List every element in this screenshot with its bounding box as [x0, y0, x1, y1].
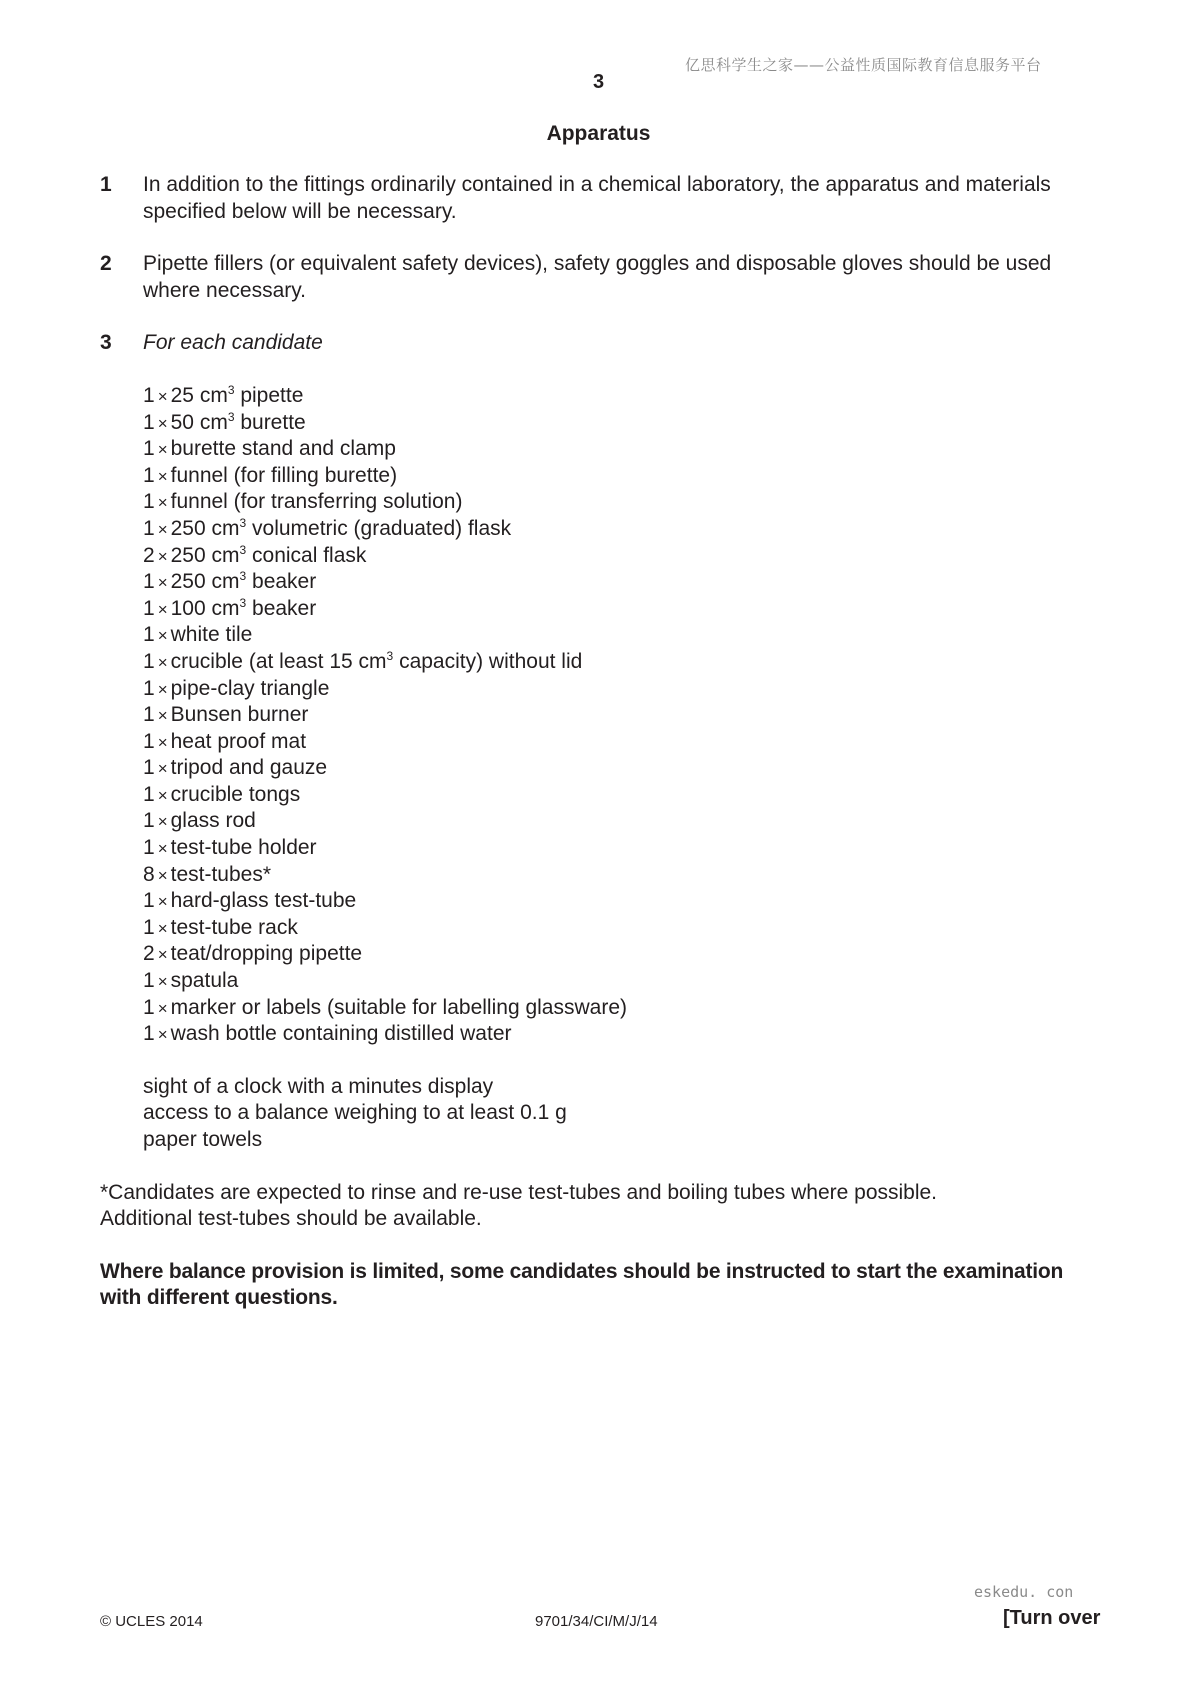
equipment-item — [143, 489, 1100, 516]
equipment-item — [143, 702, 1100, 729]
times-symbol: × — [157, 998, 168, 1018]
equipment-desc: 250 cm — [170, 516, 240, 540]
watermark-top: 亿思科学生之家——公益性质国际教育信息服务平台 — [685, 56, 1042, 74]
equipment-desc-tail: volumetric (graduated) flask — [246, 516, 512, 540]
superscript: 3 — [239, 595, 247, 610]
equipment-item — [143, 516, 1100, 543]
footnote-line: *Candidates are expected to rinse and re-use test-tubes and boiling tubes where possible. — [100, 1180, 938, 1204]
equipment-qty: 1 — [143, 596, 155, 620]
equipment-qty: 1 — [143, 782, 155, 806]
instruction-item — [100, 172, 1100, 225]
times-symbol: × — [157, 573, 168, 593]
equipment-desc: spatula — [170, 969, 239, 993]
paper-code: 9701/34/CI/M/J/14 — [535, 1613, 658, 1630]
equipment-desc: tripod and gauze — [170, 756, 328, 780]
equipment-desc: 50 cm — [170, 410, 228, 434]
equipment-desc: wash bottle containing distilled water — [170, 1022, 512, 1046]
equipment-qty: 1 — [143, 490, 155, 514]
section-title: Apparatus — [546, 122, 651, 145]
turn-over: [Turn over — [1003, 1607, 1101, 1629]
page-content — [100, 172, 1100, 1312]
equipment-desc-tail: beaker — [246, 596, 317, 620]
equipment-desc: burette stand and clamp — [170, 437, 396, 461]
equipment-desc: 250 cm — [170, 543, 240, 567]
superscript: 3 — [227, 382, 235, 397]
equipment-desc: teat/dropping pipette — [170, 942, 363, 966]
equipment-qty: 1 — [143, 729, 155, 753]
times-symbol: × — [157, 599, 168, 619]
instruction-item — [100, 330, 1100, 357]
equipment-desc: test-tube rack — [170, 915, 298, 939]
equipment-qty: 1 — [143, 756, 155, 780]
equipment-item — [143, 596, 1100, 623]
equipment-desc: 25 cm — [170, 383, 228, 407]
equipment-list — [100, 383, 1100, 1048]
item-number: 2 — [100, 252, 112, 276]
equipment-item — [143, 622, 1100, 649]
equipment-desc: pipe-clay triangle — [170, 676, 330, 700]
equipment-qty: 1 — [143, 1022, 155, 1046]
equipment-item — [143, 915, 1100, 942]
times-symbol: × — [157, 546, 168, 566]
times-symbol: × — [157, 652, 168, 672]
equipment-item — [143, 676, 1100, 703]
equipment-qty: 1 — [143, 410, 155, 434]
equipment-qty: 1 — [143, 383, 155, 407]
equipment-qty: 1 — [143, 703, 155, 727]
equipment-item — [143, 862, 1100, 889]
equipment-desc: funnel (for transferring solution) — [170, 490, 463, 514]
equipment-item — [143, 569, 1100, 596]
equipment-qty: 1 — [143, 915, 155, 939]
equipment-item — [143, 410, 1100, 437]
equipment-desc: heat proof mat — [170, 729, 307, 753]
equipment-desc-tail: burette — [234, 410, 306, 434]
equipment-desc: 100 cm — [170, 596, 240, 620]
equipment-desc-tail: capacity) without lid — [393, 649, 583, 673]
equipment-item — [143, 649, 1100, 676]
equipment-item — [143, 782, 1100, 809]
equipment-item — [143, 755, 1100, 782]
equipment-desc: white tile — [170, 623, 253, 647]
times-symbol: × — [157, 386, 168, 406]
times-symbol: × — [157, 865, 168, 885]
item-text: Pipette fillers (or equivalent safety devices), safety goggles and disposable gloves should be used where necessary. — [143, 252, 1052, 302]
equipment-desc: marker or labels (suitable for labelling glassware) — [170, 995, 627, 1019]
times-symbol: × — [157, 945, 168, 965]
page-number: 3 — [592, 71, 605, 93]
equipment-desc: glass rod — [170, 809, 256, 833]
equipment-qty: 1 — [143, 809, 155, 833]
times-symbol: × — [157, 706, 168, 726]
equipment-item — [143, 729, 1100, 756]
equipment-item — [143, 383, 1100, 410]
equipment-desc-tail: conical flask — [246, 543, 367, 567]
equipment-qty: 1 — [143, 463, 155, 487]
item-heading: For each candidate — [143, 331, 323, 355]
times-symbol: × — [157, 892, 168, 912]
equipment-item — [143, 888, 1100, 915]
equipment-desc: Bunsen burner — [170, 703, 309, 727]
times-symbol: × — [157, 918, 168, 938]
item-number: 3 — [100, 331, 112, 355]
times-symbol: × — [157, 466, 168, 486]
equipment-qty: 1 — [143, 437, 155, 461]
equipment-qty: 1 — [143, 889, 155, 913]
equipment-desc-tail: pipette — [234, 383, 304, 407]
copyright: © UCLES 2014 — [100, 1613, 203, 1630]
equipment-desc: funnel (for filling burette) — [170, 463, 398, 487]
superscript: 3 — [239, 515, 247, 530]
extras-list — [100, 1074, 1100, 1154]
instruction-item — [100, 251, 1100, 304]
equipment-qty: 1 — [143, 649, 155, 673]
superscript: 3 — [386, 648, 394, 663]
equipment-qty: 1 — [143, 676, 155, 700]
times-symbol: × — [157, 812, 168, 832]
equipment-desc: crucible tongs — [170, 782, 301, 806]
times-symbol: × — [157, 413, 168, 433]
equipment-qty: 1 — [143, 836, 155, 860]
equipment-item — [143, 543, 1100, 570]
times-symbol: × — [157, 972, 168, 992]
extra-item: sight of a clock with a minutes display — [143, 1074, 494, 1098]
equipment-qty: 1 — [143, 516, 155, 540]
times-symbol: × — [157, 759, 168, 779]
extra-item: paper towels — [143, 1128, 263, 1151]
times-symbol: × — [157, 626, 168, 646]
equipment-desc: test-tubes* — [170, 862, 272, 886]
equipment-qty: 1 — [143, 623, 155, 647]
equipment-item — [143, 995, 1100, 1022]
times-symbol: × — [157, 519, 168, 539]
equipment-item — [143, 968, 1100, 995]
extra-item: access to a balance weighing to at least 0.1 g — [143, 1101, 567, 1125]
times-symbol: × — [157, 493, 168, 513]
important-note: Where balance provision is limited, some candidates should be instructed to start the examination with different questions. — [100, 1259, 1064, 1310]
equipment-qty: 2 — [143, 942, 155, 966]
times-symbol: × — [157, 785, 168, 805]
footnote — [100, 1180, 1100, 1233]
equipment-qty: 2 — [143, 543, 155, 567]
equipment-item — [143, 463, 1100, 490]
equipment-qty: 8 — [143, 862, 155, 886]
times-symbol: × — [157, 732, 168, 752]
equipment-desc: test-tube holder — [170, 836, 317, 860]
item-number: 1 — [100, 173, 112, 196]
times-symbol: × — [157, 679, 168, 699]
equipment-qty: 1 — [143, 995, 155, 1019]
times-symbol: × — [157, 440, 168, 460]
superscript: 3 — [239, 569, 247, 584]
footnote-line: Additional test-tubes should be available. — [100, 1207, 482, 1231]
equipment-qty: 1 — [143, 969, 155, 993]
superscript: 3 — [239, 542, 247, 557]
equipment-item — [143, 436, 1100, 463]
equipment-desc: hard-glass test-tube — [170, 889, 357, 913]
superscript: 3 — [227, 409, 235, 424]
equipment-item — [143, 1021, 1100, 1048]
equipment-desc: crucible (at least 15 cm — [170, 649, 387, 673]
item-text: In addition to the fittings ordinarily contained in a chemical laboratory, the apparatus and materials specified below will be necessary. — [143, 173, 1051, 223]
equipment-item — [143, 941, 1100, 968]
watermark-bottom: eskedu. con — [974, 1583, 1074, 1601]
times-symbol: × — [157, 1025, 168, 1045]
equipment-qty: 1 — [143, 570, 155, 594]
equipment-desc: 250 cm — [170, 570, 240, 594]
equipment-item — [143, 808, 1100, 835]
equipment-item — [143, 835, 1100, 862]
times-symbol: × — [157, 839, 168, 859]
equipment-desc-tail: beaker — [246, 570, 317, 594]
